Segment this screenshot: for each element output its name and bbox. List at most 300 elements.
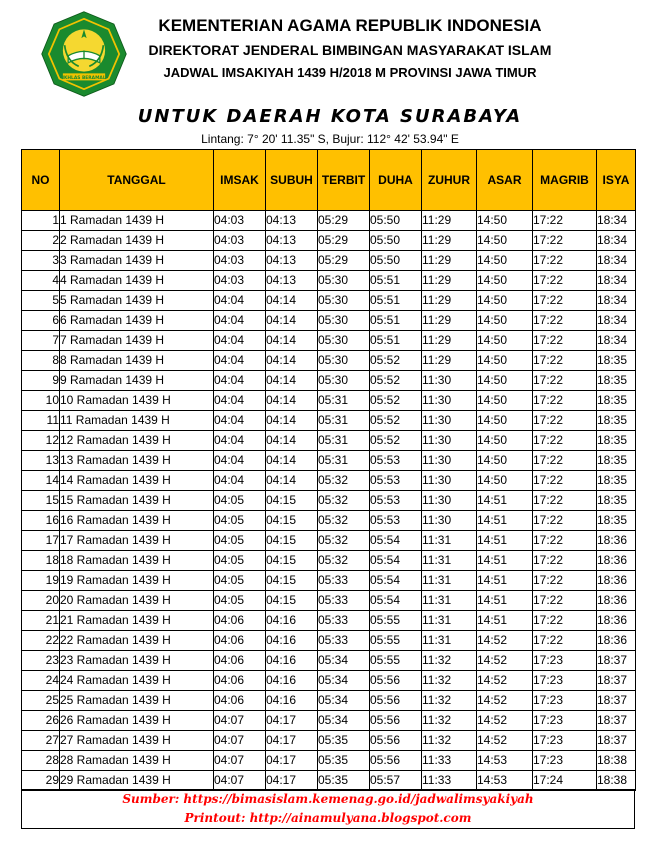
cell-asar: 14:51: [477, 611, 533, 631]
cell-asar: 14:50: [477, 431, 533, 451]
table-row: [22, 531, 636, 551]
cell-no: 19: [22, 571, 60, 591]
cell-terbit: 05:32: [318, 471, 370, 491]
cell-magrib: 17:23: [533, 651, 597, 671]
cell-magrib: 17:22: [533, 571, 597, 591]
cell-subuh: 04:14: [266, 291, 318, 311]
cell-duha: 05:52: [370, 371, 422, 391]
cell-zuhur: 11:32: [422, 731, 477, 751]
cell-isya: 18:38: [597, 771, 636, 791]
cell-subuh: 04:14: [266, 351, 318, 371]
cell-tanggal: 16 Ramadan 1439 H: [60, 511, 214, 531]
cell-magrib: 17:24: [533, 771, 597, 791]
cell-isya: 18:35: [597, 491, 636, 511]
cell-no: 12: [22, 431, 60, 451]
cell-imsak: 04:06: [214, 611, 266, 631]
cell-magrib: 17:22: [533, 291, 597, 311]
cell-subuh: 04:14: [266, 431, 318, 451]
table-row: [22, 771, 636, 791]
cell-duha: 05:53: [370, 451, 422, 471]
cell-imsak: 04:03: [214, 271, 266, 291]
table-row: [22, 571, 636, 591]
table-row: [22, 431, 636, 451]
cell-asar: 14:50: [477, 271, 533, 291]
cell-duha: 05:51: [370, 271, 422, 291]
cell-isya: 18:35: [597, 391, 636, 411]
cell-zuhur: 11:31: [422, 531, 477, 551]
cell-imsak: 04:06: [214, 651, 266, 671]
cell-tanggal: 19 Ramadan 1439 H: [60, 571, 214, 591]
cell-isya: 18:34: [597, 271, 636, 291]
cell-terbit: 05:33: [318, 611, 370, 631]
cell-terbit: 05:29: [318, 231, 370, 251]
cell-no: 7: [22, 331, 60, 351]
cell-tanggal: 17 Ramadan 1439 H: [60, 531, 214, 551]
cell-imsak: 04:04: [214, 451, 266, 471]
table-row: [22, 211, 636, 231]
cell-tanggal: 5 Ramadan 1439 H: [60, 291, 214, 311]
cell-imsak: 04:04: [214, 431, 266, 451]
table-header-row: [22, 150, 636, 211]
cell-asar: 14:50: [477, 391, 533, 411]
cell-subuh: 04:15: [266, 591, 318, 611]
cell-imsak: 04:05: [214, 591, 266, 611]
cell-isya: 18:35: [597, 371, 636, 391]
cell-magrib: 17:22: [533, 531, 597, 551]
cell-zuhur: 11:29: [422, 311, 477, 331]
column-header-duha: DUHA: [370, 150, 422, 211]
cell-tanggal: 23 Ramadan 1439 H: [60, 651, 214, 671]
cell-duha: 05:55: [370, 651, 422, 671]
header-schedule-title: JADWAL IMSAKIYAH 1439 H/2018 M PROVINSI JAWA TIMUR: [163, 65, 537, 80]
cell-duha: 05:55: [370, 611, 422, 631]
cell-terbit: 05:33: [318, 631, 370, 651]
cell-terbit: 05:32: [318, 491, 370, 511]
cell-duha: 05:56: [370, 691, 422, 711]
cell-terbit: 05:31: [318, 431, 370, 451]
cell-no: 23: [22, 651, 60, 671]
cell-asar: 14:51: [477, 531, 533, 551]
cell-subuh: 04:16: [266, 631, 318, 651]
cell-asar: 14:52: [477, 711, 533, 731]
cell-terbit: 05:35: [318, 751, 370, 771]
cell-isya: 18:37: [597, 671, 636, 691]
cell-terbit: 05:30: [318, 351, 370, 371]
cell-zuhur: 11:29: [422, 351, 477, 371]
cell-imsak: 04:07: [214, 771, 266, 791]
kemenag-logo-icon: [40, 10, 128, 98]
cell-magrib: 17:22: [533, 371, 597, 391]
cell-zuhur: 11:31: [422, 611, 477, 631]
cell-tanggal: 8 Ramadan 1439 H: [60, 351, 214, 371]
cell-zuhur: 11:30: [422, 451, 477, 471]
cell-magrib: 17:22: [533, 631, 597, 651]
cell-magrib: 17:22: [533, 391, 597, 411]
cell-magrib: 17:22: [533, 351, 597, 371]
cell-duha: 05:54: [370, 551, 422, 571]
cell-zuhur: 11:32: [422, 651, 477, 671]
cell-no: 14: [22, 471, 60, 491]
cell-imsak: 04:05: [214, 551, 266, 571]
cell-asar: 14:51: [477, 551, 533, 571]
cell-tanggal: 29 Ramadan 1439 H: [60, 771, 214, 791]
cell-terbit: 05:29: [318, 211, 370, 231]
cell-isya: 18:37: [597, 731, 636, 751]
cell-magrib: 17:22: [533, 491, 597, 511]
cell-magrib: 17:22: [533, 251, 597, 271]
cell-imsak: 04:07: [214, 751, 266, 771]
table-row: [22, 291, 636, 311]
cell-tanggal: 13 Ramadan 1439 H: [60, 451, 214, 471]
cell-isya: 18:35: [597, 471, 636, 491]
cell-zuhur: 11:32: [422, 671, 477, 691]
cell-terbit: 05:34: [318, 691, 370, 711]
cell-zuhur: 11:31: [422, 571, 477, 591]
cell-terbit: 05:30: [318, 291, 370, 311]
cell-imsak: 04:06: [214, 631, 266, 651]
cell-isya: 18:34: [597, 291, 636, 311]
cell-no: 6: [22, 311, 60, 331]
cell-asar: 14:50: [477, 291, 533, 311]
cell-terbit: 05:32: [318, 511, 370, 531]
cell-asar: 14:52: [477, 651, 533, 671]
cell-imsak: 04:04: [214, 411, 266, 431]
cell-terbit: 05:31: [318, 451, 370, 471]
cell-subuh: 04:15: [266, 571, 318, 591]
table-row: [22, 471, 636, 491]
cell-duha: 05:56: [370, 751, 422, 771]
cell-imsak: 04:03: [214, 231, 266, 251]
cell-subuh: 04:13: [266, 271, 318, 291]
cell-asar: 14:52: [477, 691, 533, 711]
cell-subuh: 04:14: [266, 311, 318, 331]
cell-asar: 14:50: [477, 311, 533, 331]
cell-zuhur: 11:33: [422, 771, 477, 791]
cell-tanggal: 24 Ramadan 1439 H: [60, 671, 214, 691]
cell-tanggal: 20 Ramadan 1439 H: [60, 591, 214, 611]
cell-no: 5: [22, 291, 60, 311]
cell-isya: 18:35: [597, 431, 636, 451]
logo-text: IKHLAS BERAMAL: [62, 76, 106, 82]
cell-terbit: 05:32: [318, 551, 370, 571]
cell-magrib: 17:22: [533, 471, 597, 491]
cell-tanggal: 11 Ramadan 1439 H: [60, 411, 214, 431]
cell-asar: 14:50: [477, 411, 533, 431]
table-row: [22, 631, 636, 651]
table-row: [22, 311, 636, 331]
table-row: [22, 611, 636, 631]
cell-tanggal: 3 Ramadan 1439 H: [60, 251, 214, 271]
cell-terbit: 05:31: [318, 411, 370, 431]
cell-no: 1: [22, 211, 60, 231]
cell-duha: 05:53: [370, 491, 422, 511]
cell-no: 29: [22, 771, 60, 791]
cell-subuh: 04:15: [266, 551, 318, 571]
cell-duha: 05:54: [370, 531, 422, 551]
cell-no: 11: [22, 411, 60, 431]
cell-no: 18: [22, 551, 60, 571]
cell-isya: 18:35: [597, 451, 636, 471]
cell-subuh: 04:16: [266, 691, 318, 711]
cell-magrib: 17:22: [533, 211, 597, 231]
cell-magrib: 17:22: [533, 431, 597, 451]
cell-imsak: 04:04: [214, 291, 266, 311]
cell-imsak: 04:06: [214, 671, 266, 691]
table-row: [22, 371, 636, 391]
cell-duha: 05:52: [370, 391, 422, 411]
cell-subuh: 04:14: [266, 391, 318, 411]
header-ministry: KEMENTERIAN AGAMA REPUBLIK INDONESIA: [158, 16, 542, 35]
column-header-imsak: IMSAK: [214, 150, 266, 211]
cell-isya: 18:36: [597, 611, 636, 631]
cell-terbit: 05:29: [318, 251, 370, 271]
region-title: UNTUK DAERAH KOTA SURABAYA: [137, 106, 523, 127]
table-row: [22, 691, 636, 711]
cell-no: 2: [22, 231, 60, 251]
cell-duha: 05:50: [370, 211, 422, 231]
cell-subuh: 04:16: [266, 651, 318, 671]
cell-subuh: 04:13: [266, 231, 318, 251]
cell-duha: 05:54: [370, 571, 422, 591]
table-row: [22, 351, 636, 371]
cell-subuh: 04:14: [266, 411, 318, 431]
cell-terbit: 05:30: [318, 371, 370, 391]
cell-no: 25: [22, 691, 60, 711]
cell-subuh: 04:14: [266, 331, 318, 351]
cell-zuhur: 11:31: [422, 551, 477, 571]
cell-duha: 05:50: [370, 231, 422, 251]
cell-zuhur: 11:29: [422, 211, 477, 231]
cell-terbit: 05:34: [318, 711, 370, 731]
cell-duha: 05:51: [370, 291, 422, 311]
cell-imsak: 04:07: [214, 731, 266, 751]
cell-magrib: 17:22: [533, 231, 597, 251]
cell-tanggal: 7 Ramadan 1439 H: [60, 331, 214, 351]
cell-duha: 05:50: [370, 251, 422, 271]
table-row: [22, 451, 636, 471]
column-header-zuhur: ZUHUR: [422, 150, 477, 211]
table-body: [22, 211, 636, 791]
column-header-no: NO: [22, 150, 60, 211]
cell-imsak: 04:07: [214, 711, 266, 731]
cell-zuhur: 11:29: [422, 251, 477, 271]
cell-asar: 14:50: [477, 231, 533, 251]
cell-no: 28: [22, 751, 60, 771]
cell-no: 3: [22, 251, 60, 271]
cell-asar: 14:51: [477, 511, 533, 531]
cell-asar: 14:50: [477, 211, 533, 231]
column-header-isya: ISYA: [597, 150, 636, 211]
cell-asar: 14:50: [477, 331, 533, 351]
cell-isya: 18:34: [597, 311, 636, 331]
cell-duha: 05:57: [370, 771, 422, 791]
cell-imsak: 04:04: [214, 331, 266, 351]
cell-zuhur: 11:31: [422, 631, 477, 651]
cell-terbit: 05:30: [318, 271, 370, 291]
cell-subuh: 04:14: [266, 471, 318, 491]
cell-no: 21: [22, 611, 60, 631]
cell-asar: 14:50: [477, 471, 533, 491]
cell-subuh: 04:15: [266, 531, 318, 551]
cell-imsak: 04:04: [214, 371, 266, 391]
coordinates: Lintang: 7° 20' 11.35" S, Bujur: 112° 42' 53.94" E: [201, 132, 459, 146]
cell-duha: 05:52: [370, 351, 422, 371]
cell-imsak: 04:04: [214, 471, 266, 491]
cell-subuh: 04:14: [266, 371, 318, 391]
cell-asar: 14:53: [477, 751, 533, 771]
cell-magrib: 17:22: [533, 311, 597, 331]
cell-duha: 05:53: [370, 471, 422, 491]
cell-asar: 14:51: [477, 591, 533, 611]
table-row: [22, 551, 636, 571]
cell-zuhur: 11:30: [422, 391, 477, 411]
cell-no: 24: [22, 671, 60, 691]
source-credit: Sumber: https://bimasislam.kemenag.go.id/jadwalimsyakiyah: [122, 792, 534, 806]
cell-duha: 05:56: [370, 731, 422, 751]
cell-zuhur: 11:29: [422, 271, 477, 291]
cell-tanggal: 14 Ramadan 1439 H: [60, 471, 214, 491]
cell-zuhur: 11:30: [422, 431, 477, 451]
cell-tanggal: 12 Ramadan 1439 H: [60, 431, 214, 451]
cell-magrib: 17:22: [533, 611, 597, 631]
cell-asar: 14:50: [477, 371, 533, 391]
cell-magrib: 17:23: [533, 671, 597, 691]
cell-magrib: 17:23: [533, 691, 597, 711]
cell-tanggal: 27 Ramadan 1439 H: [60, 731, 214, 751]
cell-isya: 18:35: [597, 511, 636, 531]
cell-asar: 14:52: [477, 631, 533, 651]
cell-tanggal: 21 Ramadan 1439 H: [60, 611, 214, 631]
cell-imsak: 04:05: [214, 571, 266, 591]
cell-terbit: 05:31: [318, 391, 370, 411]
cell-imsak: 04:06: [214, 691, 266, 711]
cell-isya: 18:34: [597, 211, 636, 231]
column-header-magrib: MAGRIB: [533, 150, 597, 211]
cell-isya: 18:36: [597, 551, 636, 571]
cell-tanggal: 6 Ramadan 1439 H: [60, 311, 214, 331]
cell-tanggal: 22 Ramadan 1439 H: [60, 631, 214, 651]
table-row: [22, 711, 636, 731]
cell-zuhur: 11:32: [422, 711, 477, 731]
cell-subuh: 04:15: [266, 511, 318, 531]
cell-no: 26: [22, 711, 60, 731]
cell-terbit: 05:33: [318, 591, 370, 611]
cell-duha: 05:51: [370, 311, 422, 331]
table-row: [22, 231, 636, 251]
cell-subuh: 04:17: [266, 711, 318, 731]
cell-tanggal: 18 Ramadan 1439 H: [60, 551, 214, 571]
cell-subuh: 04:16: [266, 611, 318, 631]
cell-duha: 05:56: [370, 671, 422, 691]
cell-isya: 18:34: [597, 251, 636, 271]
cell-subuh: 04:13: [266, 211, 318, 231]
cell-subuh: 04:17: [266, 751, 318, 771]
cell-no: 13: [22, 451, 60, 471]
cell-magrib: 17:23: [533, 711, 597, 731]
cell-imsak: 04:05: [214, 491, 266, 511]
cell-subuh: 04:16: [266, 671, 318, 691]
cell-asar: 14:51: [477, 491, 533, 511]
cell-zuhur: 11:29: [422, 331, 477, 351]
cell-magrib: 17:22: [533, 411, 597, 431]
cell-terbit: 05:35: [318, 731, 370, 751]
cell-terbit: 05:32: [318, 531, 370, 551]
schedule-table: [21, 149, 636, 791]
cell-asar: 14:52: [477, 671, 533, 691]
cell-asar: 14:50: [477, 351, 533, 371]
table-row: [22, 511, 636, 531]
cell-tanggal: 1 Ramadan 1439 H: [60, 211, 214, 231]
cell-tanggal: 28 Ramadan 1439 H: [60, 751, 214, 771]
cell-subuh: 04:15: [266, 491, 318, 511]
cell-tanggal: 2 Ramadan 1439 H: [60, 231, 214, 251]
cell-no: 16: [22, 511, 60, 531]
cell-isya: 18:34: [597, 231, 636, 251]
cell-asar: 14:53: [477, 771, 533, 791]
cell-zuhur: 11:30: [422, 411, 477, 431]
cell-magrib: 17:23: [533, 731, 597, 751]
cell-no: 8: [22, 351, 60, 371]
cell-zuhur: 11:33: [422, 751, 477, 771]
cell-asar: 14:50: [477, 251, 533, 271]
cell-subuh: 04:14: [266, 451, 318, 471]
cell-imsak: 04:04: [214, 311, 266, 331]
cell-imsak: 04:05: [214, 531, 266, 551]
cell-zuhur: 11:29: [422, 231, 477, 251]
cell-duha: 05:51: [370, 331, 422, 351]
table-row: [22, 491, 636, 511]
cell-tanggal: 15 Ramadan 1439 H: [60, 491, 214, 511]
cell-magrib: 17:23: [533, 751, 597, 771]
printout-credit: Printout: http://ainamulyana.blogspot.com: [184, 811, 472, 825]
cell-zuhur: 11:30: [422, 371, 477, 391]
cell-terbit: 05:35: [318, 771, 370, 791]
header-directorate: DIREKTORAT JENDERAL BIMBINGAN MASYARAKAT ISLAM: [148, 42, 552, 58]
cell-zuhur: 11:30: [422, 491, 477, 511]
cell-tanggal: 9 Ramadan 1439 H: [60, 371, 214, 391]
cell-no: 10: [22, 391, 60, 411]
cell-tanggal: 10 Ramadan 1439 H: [60, 391, 214, 411]
cell-no: 22: [22, 631, 60, 651]
cell-magrib: 17:22: [533, 451, 597, 471]
cell-zuhur: 11:29: [422, 291, 477, 311]
cell-imsak: 04:04: [214, 391, 266, 411]
cell-no: 15: [22, 491, 60, 511]
cell-isya: 18:34: [597, 331, 636, 351]
table-row: [22, 731, 636, 751]
cell-no: 17: [22, 531, 60, 551]
table-row: [22, 591, 636, 611]
table-row: [22, 391, 636, 411]
cell-imsak: 04:04: [214, 351, 266, 371]
cell-no: 20: [22, 591, 60, 611]
cell-asar: 14:50: [477, 451, 533, 471]
cell-magrib: 17:22: [533, 591, 597, 611]
cell-subuh: 04:17: [266, 771, 318, 791]
cell-asar: 14:52: [477, 731, 533, 751]
table-row: [22, 751, 636, 771]
cell-zuhur: 11:32: [422, 691, 477, 711]
cell-isya: 18:36: [597, 631, 636, 651]
table-row: [22, 411, 636, 431]
cell-duha: 05:54: [370, 591, 422, 611]
cell-isya: 18:36: [597, 571, 636, 591]
column-header-terbit: TERBIT: [318, 150, 370, 211]
cell-isya: 18:37: [597, 711, 636, 731]
footer-box: [21, 789, 635, 829]
cell-tanggal: 26 Ramadan 1439 H: [60, 711, 214, 731]
cell-isya: 18:35: [597, 411, 636, 431]
